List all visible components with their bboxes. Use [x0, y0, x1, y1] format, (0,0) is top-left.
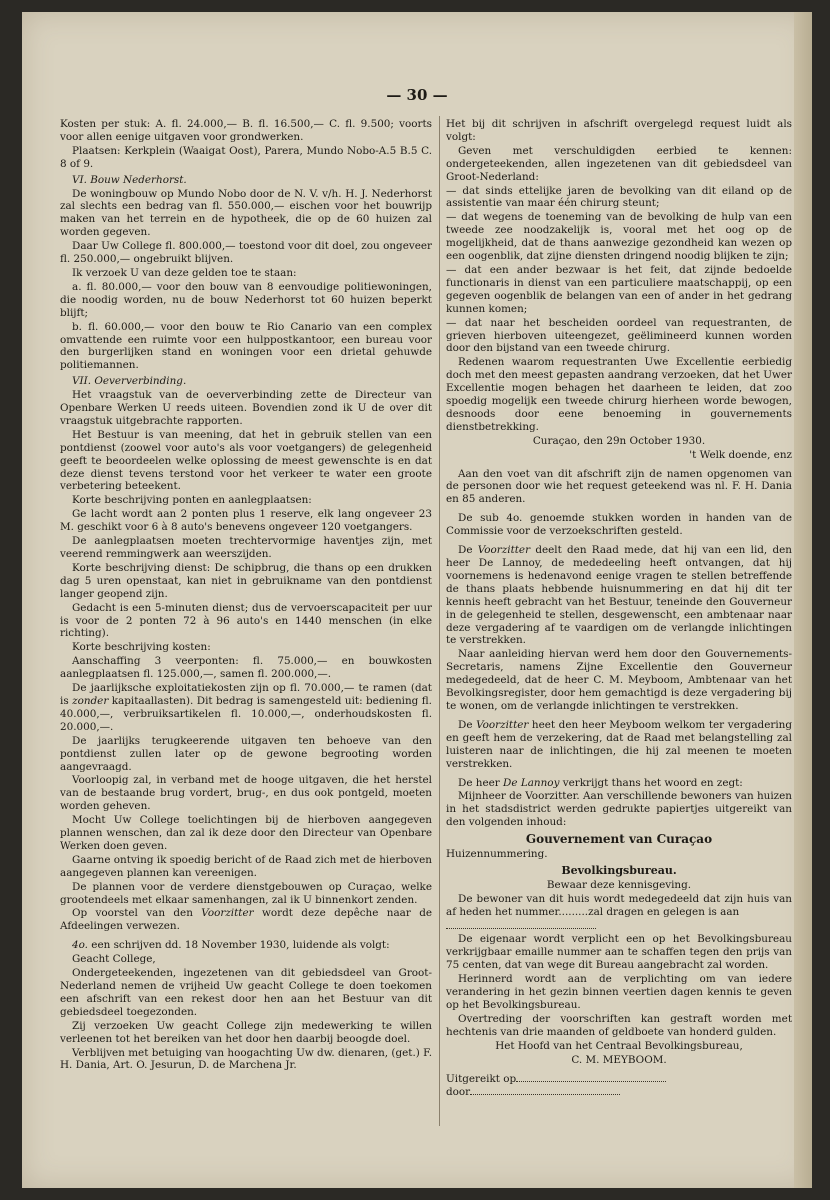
signature-title: Het Hoofd van het Centraal Bevolkingsbureau, — [495, 1039, 743, 1052]
paragraph — [446, 544, 792, 647]
paragraph: De eigenaar wordt verplicht een op het Bevolkingsbureau verkrijgbaar emaille nummer aan te schaffen tegen den prijs van 75 centen, dat van wege dit Bureau aangebracht zal worden. — [446, 933, 792, 972]
issued-line — [446, 1073, 792, 1086]
paragraph: Het Bestuur is van meening, dat het in gebruik stellen van een pontdienst (zoowel voor auto's als voor voetgangers) de gelegenheid geeft te beoordeelen welke oplossing de meest gewenschte is en dat deze dienst tevens terstond voor het verkeer te water een groote verbetering beteekent. — [60, 428, 432, 493]
dotted-line — [446, 920, 792, 933]
paragraph: — dat wegens de toeneming van de bevolking de hulp van een tweede zee noodzakelijk is, vooral met het oog op de mogelijkheid, dat de thans aanwezige gezondheid kan wezen op een oogenblik, dat zijne diensten dringend noodig blijken te zijn; — [446, 211, 792, 263]
paragraph: Herinnerd wordt aan de verplichting om van iedere verandering in het gezin binnen veertien dagen kennis te geven op het Bevolkingsbureau. — [446, 973, 792, 1011]
right-column — [446, 118, 792, 1100]
left-column — [60, 118, 432, 1073]
text-run: wordt deze depêche naar de Afdeelingen verwezen. — [60, 907, 432, 933]
signature-name: C. M. MEYBOOM. — [571, 1053, 667, 1066]
notice-subtitle: Bevolkingsbureau. — [561, 863, 677, 877]
paragraph — [446, 719, 792, 771]
notice-line: Bewaar deze kennisgeving. — [546, 878, 692, 891]
text-run: De — [458, 718, 477, 731]
italic-run: Voorzitter — [201, 907, 254, 920]
paragraph: De jaarlijks terugkeerende uitgaven ten behoeve van den pontdienst zullen later op de gewone begrooting worden aangevraagd. — [60, 734, 432, 773]
paragraph: Naar aanleiding hiervan werd hem door den Gouvernements-Secretaris, namens Zijne Excellentie den Gouverneur medegedeeld, dat de heer C. M. Meyboom, Ambtenaar van het Bevolkingsregister, door hem gemachtigd is deze vergadering bij te wonen, om de verlangde inlichtingen te verstrekken. — [446, 648, 792, 712]
text-run: Op voorstel van den — [72, 907, 202, 920]
paragraph: Voorloopig zal, in verband met de hooge uitgaven, die het herstel van de bestaande brug vordert, brug-, en dus ook pontgeld, moeten worden geheven. — [60, 774, 432, 813]
paragraph: Aanschaffing 3 veerponten: fl. 75.000,— en bouwkosten aanlegplaatsen fl. 125.000,—, samen fl. 200.000,—. — [60, 655, 432, 681]
section-heading: VII. Oeververbinding. — [72, 375, 187, 388]
paragraph: — dat sinds ettelijke jaren de bevolking van dit eiland op de assistentie van maar één chirurg steunt; — [446, 184, 792, 210]
paragraph: Mocht Uw College toelichtingen bij de hierboven aangegeven plannen wenschen, dan zal ik deze door den Directeur van Openbare Werken doen geven. — [60, 814, 432, 852]
paragraph — [60, 682, 432, 734]
blank-line — [470, 1086, 620, 1095]
paragraph: Ik verzoek U van deze gelden toe te staan: — [72, 266, 297, 279]
paragraph: Korte beschrijving dienst: De schipbrug, die thans op een drukken dag 5 uren openstaat, kan niet in gebruikname van den pontdienst langer geopend zijn. — [60, 561, 432, 600]
blank-line — [516, 1073, 666, 1082]
italic-run: zonder — [72, 694, 109, 707]
notice-line: Huizennummering. — [446, 848, 548, 861]
paragraph: Kosten per stuk: A. fl. 24.000,— B. fl. 16.500,— C. fl. 9.500; voorts voor allen eenige uitgaven voor grondwerken. — [60, 118, 432, 143]
paragraph: a. fl. 80.000,— voor den bouw van 8 eenvoudige politiewoningen, die noodig worden, nu de bouw Nederhorst tot 60 huizen beperkt blijft; — [60, 280, 432, 319]
paragraph: — dat een ander bezwaar is het feit, dat zijnde bedoelde functionaris in dienst van een particuliere maatschappij, op een gegeven oogenblik de belangen van een of ander in het gedrang kunnen komen; — [446, 263, 792, 315]
text-run: De jaarlijksche exploitatiekosten zijn op fl. 70.000,— te ramen (dat is — [60, 682, 432, 707]
blank-line — [446, 920, 596, 929]
paragraph: Plaatsen: Kerkplein (Waaigat Oost), Parera, Mundo Nobo-A.5 B.5 C. 8 of 9. — [60, 144, 432, 170]
paragraph: Gaarne ontving ik spoedig bericht of de Raad zich met de hierboven aangegeven plannen kan vereenigen. — [60, 853, 432, 879]
italic-run: Voorzitter — [476, 718, 529, 731]
paragraph: De sub 4o. genoemde stukken worden in handen van de Commissie voor de verzoekschriften gesteld. — [446, 512, 792, 538]
paragraph: Ge lacht wordt aan 2 ponten plus 1 reserve, elk lang ongeveer 23 M. geschikt voor 6 à 8 auto's benevens ongeveer 120 voetgangers. — [60, 508, 432, 534]
text-run: kapitaallasten). Dit bedrag is samengesteld uit: bediening fl. 40.000,—, verbruiksartikelen fl. 10.000,—, onderhoudskosten fl. 20.000,—. — [60, 694, 432, 733]
italic-run: Voorzitter — [477, 544, 531, 557]
paragraph: Het bij dit schrijven in afschrift overgelegd request luidt als volgt: — [446, 118, 792, 143]
paragraph: Aan den voet van dit afschrift zijn de namen opgenomen van de personen door wie het request geteekend was nl. F. H. Dania en 85 anderen. — [446, 467, 792, 506]
newspaper-page — [22, 12, 812, 1188]
text-run: De heer — [458, 776, 504, 789]
italic-run: De Lannoy — [503, 776, 560, 789]
paragraph: — dat naar het bescheiden oordeel van requestranten, de grieven hierboven uiteengezet, geëlimineerd kunnen worden door den bijstand van een tweede chirurg. — [446, 316, 792, 355]
paragraph: Gedacht is een 5-minuten dienst; dus de vervoerscapaciteit per uur is voor de 2 ponten 72 à 96 auto's en 1440 menschen (in elke richting). — [60, 601, 432, 640]
text-run: deelt den Raad mede, dat hij van een lid, den heer De Lannoy, de mededeeling heeft ontvangen, dat hij voornemens is hedenavond eenige vragen te stellen betreffende de thans plaats hebbende huisnummering en dat hij dit ter kennis heeft gebracht van het Bestuur, teneinde den Gouverneur in de gelegenheid te stellen, desgewenscht, een ambtenaar naar deze vergadering af te vaardigen om de verlangde inlichtingen te verstrekken. — [446, 544, 792, 647]
paragraph: Verblijven met betuiging van hoogachting Uw dw. dienaren, (get.) F. H. Dania, Art. O. Jesurun, D. de Marchena Jr. — [60, 1046, 432, 1072]
paragraph: De plannen voor de verdere dienstgebouwen op Curaçao, welke grootendeels met elkaar samenhangen, zal ik U binnenkort zenden. — [60, 880, 432, 906]
paragraph: Redenen waarom requestranten Uwe Excellentie eerbiedig doch met den meest gepasten aandrang verzoeken, dat het Uwer Excellentie mogen behagen het daarheen te leiden, dat zoo spoedig mogelijk een tweede chirurg hierheen worde bewogen, desnoods door eene benoeming in gouvernements dienstbetrekking. — [446, 356, 792, 433]
paragraph: Het vraagstuk van de oeververbinding zette de Directeur van Openbare Werken U reeds uiteen. Bovendien zond ik U de over dit vraagstuk uitgebrachte rapporten. — [60, 389, 432, 427]
paragraph: Mijnheer de Voorzitter. Aan verschillende bewoners van huizen in het stadsdistrict werden gedrukte papiertjes uitgereikt van den volgenden inhoud: — [446, 790, 792, 829]
paragraph: De aanlegplaatsen moeten trechtervormige haventjes zijn, met veerend remmingwerk aan weerszijden. — [60, 535, 432, 560]
paragraph: Daar Uw College fl. 800.000,— toestond voor dit doel, zou ongeveer fl. 250.000,— ongebruikt blijven. — [60, 240, 432, 266]
paragraph: Korte beschrijving ponten en aanlegplaatsen: — [72, 494, 312, 507]
paragraph — [60, 907, 432, 933]
page-number: — 30 — — [386, 86, 448, 104]
paragraph: Geven met verschuldigden eerbied te kennen: ondergeteekenden, allen ingezetenen van dit gebiedsdeel van Groot-Nederland: — [446, 144, 792, 183]
text-run: heet den heer Meyboom welkom ter vergadering en geeft hem de verzekering, dat de Raad met belangstelling zal luisteren naar de inlichtingen, die hij zal meenen te moeten verstrekken. — [446, 718, 792, 770]
text-run: door — [446, 1086, 471, 1099]
issued-line — [446, 1086, 792, 1099]
closing-line: 't Welk doende, enz — [689, 448, 792, 461]
text-run: een schrijven dd. 18 November 1930, luidende als volgt: — [88, 939, 390, 952]
text-run: verkrijgt thans het woord en zegt: — [559, 776, 743, 789]
paragraph — [60, 939, 432, 952]
text-run: De — [458, 544, 478, 557]
section-heading: VI. Bouw Nederhorst. — [72, 173, 187, 186]
paragraph: De bewoner van dit huis wordt medegedeeld dat zijn huis van af heden het nummer.........zal dragen en gelegen is aan — [446, 892, 792, 918]
text-run: Uitgereikt op — [446, 1072, 517, 1085]
paragraph: b. fl. 60.000,— voor den bouw te Rio Canario van een complex omvattende een ruimte voor een hulppostkantoor, een bureau voor den burgerlijken stand en woningen voor een drietal gehuwde politiemannen. — [60, 320, 432, 372]
paragraph: Overtreding der voorschriften kan gestraft worden met hechtenis van drie maanden of geldboete van honderd gulden. — [446, 1012, 792, 1038]
date-line: Curaçao, den 29n October 1930. — [532, 434, 706, 447]
paragraph: Korte beschrijving kosten: — [72, 641, 211, 654]
paragraph: Geacht College, — [72, 953, 156, 966]
column-divider — [439, 116, 440, 1126]
italic-run: 4o. — [72, 939, 88, 952]
notice-title: Gouvernement van Curaçao — [525, 832, 713, 847]
paragraph: De woningbouw op Mundo Nobo door de N. V. v/h. H. J. Nederhorst zal slechts een bedrag van fl. 550.000,— eischen voor het bouwrijp maken van het terrein en de hypotheek, die op de 60 huizen zal worden gegeven. — [60, 187, 432, 239]
paragraph: Ondergeteekenden, ingezetenen van dit gebiedsdeel van Groot-Nederland nemen de vrijheid Uw geacht College te doen toekomen een afschrift van een rekest door hen aan het Bestuur van dit gebiedsdeel toegezonden. — [60, 967, 432, 1018]
paragraph — [446, 777, 792, 790]
paragraph: Zij verzoeken Uw geacht College zijn medewerking te willen verleenen tot het bereiken van het door hen daarbij beoogde doel. — [60, 1019, 432, 1045]
page-edge — [794, 12, 812, 1188]
